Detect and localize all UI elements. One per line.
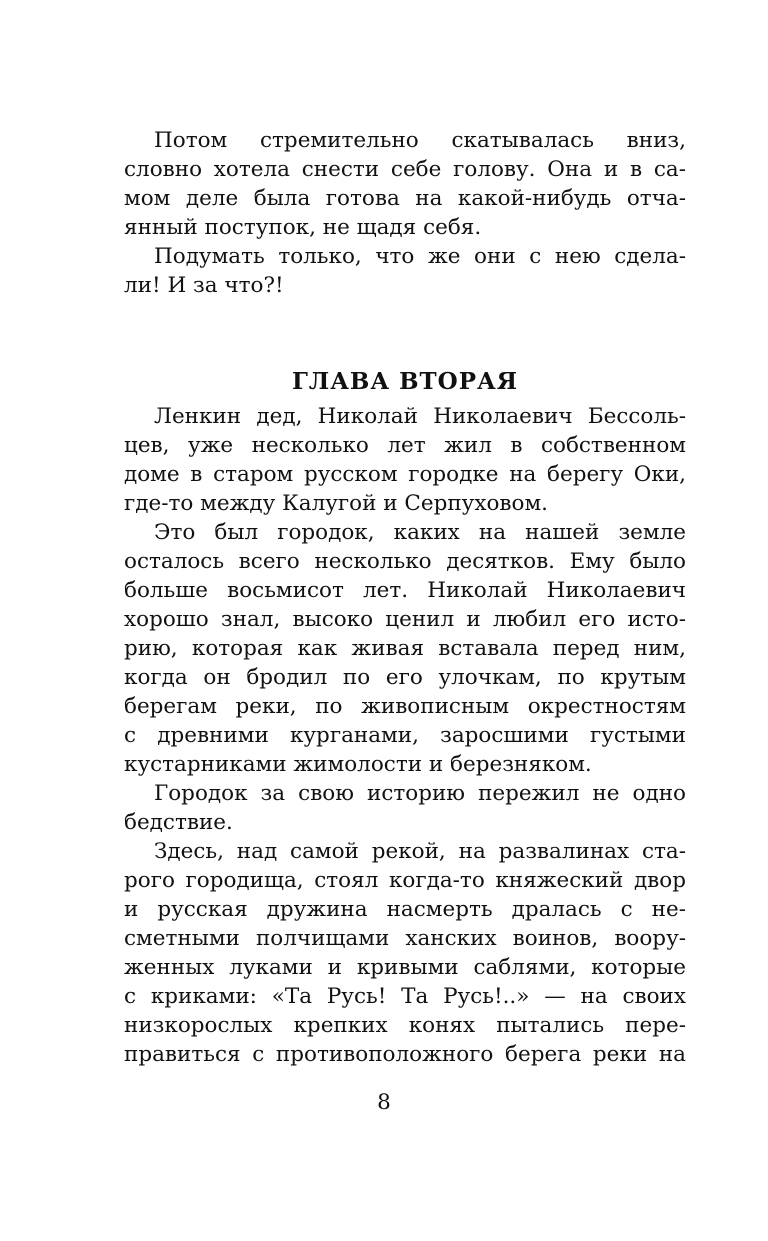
chapter-two-text: [124, 402, 686, 1069]
text-line: больше восьмисот лет. Николай Николаевич: [124, 578, 686, 603]
text-line: ли! И за что?!: [124, 273, 284, 298]
text-line: Подумать только, что же они с нею сдела-: [154, 244, 686, 269]
paragraph: [124, 837, 686, 1069]
text-line: Это был городок, каких на нашей земле: [154, 520, 686, 545]
paragraph: [124, 126, 686, 242]
text-line: янный поступок, не щадя себя.: [124, 215, 482, 240]
paragraph: [124, 402, 686, 518]
text-line: сметными полчищами ханских воинов, воору-: [124, 926, 686, 951]
text-line: хорошо знал, высоко ценил и любил его исто-: [124, 607, 686, 632]
text-line: цев, уже несколько лет жил в собственном: [124, 433, 686, 458]
text-line: правиться с противоположного берега реки на: [124, 1042, 686, 1067]
text-line: Городок за свою историю пережил не одно: [154, 781, 686, 806]
paragraph: [124, 242, 686, 300]
text-line: рого городища, стоял когда-то княжеский двор: [124, 868, 686, 893]
text-line: и русская дружина насмерть дралась с не-: [124, 897, 686, 922]
text-line: словно хотела снести себе голову. Она и в са-: [124, 157, 686, 182]
text-line: низкорослых крепких конях пытались пере-: [124, 1013, 686, 1038]
text-line: осталось всего несколько десятков. Ему было: [124, 549, 686, 574]
text-line: когда он бродил по его улочкам, по крутым: [124, 665, 686, 690]
text-line: кустарниками жимолости и березняком.: [124, 752, 592, 777]
text-line: где-то между Калугой и Серпуховом.: [124, 491, 549, 516]
text-line: с древними курганами, заросшими густыми: [124, 723, 686, 748]
paragraph: [124, 518, 686, 779]
text-line: рию, которая как живая вставала перед ним,: [124, 636, 686, 661]
text-line: берегам реки, по живописным окрестностям: [124, 694, 686, 719]
text-line: бедствие.: [124, 810, 233, 835]
text-line: с криками: «Та Русь! Та Русь!..» — на своих: [124, 984, 686, 1009]
book-page: [124, 126, 686, 1069]
text-line: Здесь, над самой рекой, на развалинах ста-: [154, 839, 686, 864]
paragraph: [124, 779, 686, 837]
text-line: доме в старом русском городке на берегу Оки,: [124, 462, 686, 487]
page-number: 8: [377, 1090, 391, 1115]
text-line: Потом стремительно скатывалась вниз,: [154, 128, 686, 153]
text-line: женных луками и кривыми саблями, которые: [124, 955, 686, 980]
text-line: Ленкин дед, Николай Николаевич Бессоль-: [154, 404, 686, 429]
chapter-one-ending: [124, 126, 686, 300]
text-line: мом деле была готова на какой-нибудь отча-: [124, 186, 686, 211]
chapter-title: ГЛАВА ВТОРАЯ: [291, 368, 519, 395]
